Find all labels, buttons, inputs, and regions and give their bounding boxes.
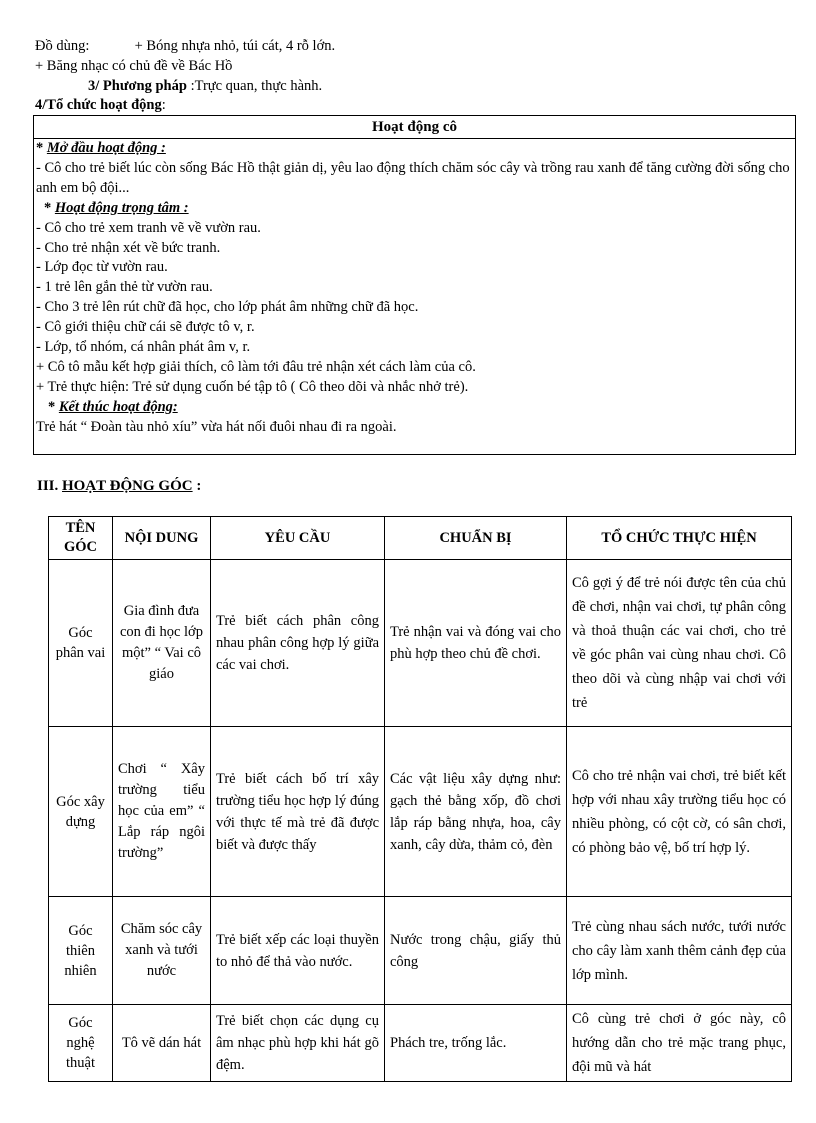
corner-requirement: Trẻ biết cách bố trí xây trường tiểu học hợp lý đúng với thực tế mà trẻ đã được biết và được thấy [211,727,385,897]
header-corner-name: TÊN GÓC [49,517,113,560]
section-3-heading: HOẠT ĐỘNG GÓC [62,478,193,494]
method-value: :Trực quan, thực hành. [190,78,323,94]
section-3-title [37,478,201,495]
section-3-colon: : [196,478,202,494]
table-header-row [49,517,792,560]
header-preparation: CHUẨN BỊ [385,517,567,560]
header-content: NỘI DUNG [113,517,211,560]
table-row [49,1005,792,1082]
main-item: - Lớp, tổ nhóm, cá nhân phát âm v, r. [36,339,251,356]
main-item: - Cô giới thiệu chữ cái sẽ được tô v, r. [36,319,255,336]
materials-line [35,37,335,55]
corner-requirement: Trẻ biết cách phân công nhau phân công hợp lý giữa các vai chơi. [211,560,385,727]
music-line: + Băng nhạc có chủ đề về Bác Hồ [35,58,233,74]
table-row [49,727,792,897]
header-organization: TỔ CHỨC THỰC HIỆN [567,517,792,560]
main-item: - 1 trẻ lên gắn thẻ từ vườn rau. [36,279,213,296]
teacher-activity-body: * Mở đầu hoạt động : - Cô cho trẻ biết lúc còn sống Bác Hồ thật giản dị, yêu lao động thích chăm sóc cây và trồng rau xanh để tăng cường đời sống cho anh em bộ đội... * Hoạt động trọng tâm : - Cô cho trẻ xem tranh vẽ về vườn rau. - Cho trẻ nhận xét về bức tranh. - Lớp đọc từ vườn rau. - 1 trẻ lên gắn thẻ từ vườn rau. - Cho 3 trẻ lên rút chữ đã học, cho lớp phát âm những chữ đã học. - Cô giới thiệu chữ cái sẽ được tô v, r. - Lớp, tổ nhóm, cá nhân phát âm v, r. + Cô tô mẫu kết hợp giải thích, cô làm tới đâu trẻ nhận xét cách làm của cô. + Trẻ thực hiện: Trẻ sử dụng cuốn bé tập tô ( Cô theo dõi và nhắc nhở trẻ). * Kết thúc hoạt động: Trẻ hát “ Đoàn tàu nhỏ xíu” vừa hát nối đuôi nhau đi ra ngoài. [34,139,795,438]
main-item: + Trẻ thực hiện: Trẻ sử dụng cuốn bé tập tô ( Cô theo dõi và nhắc nhở trẻ). [36,378,469,395]
start-text: - Cô cho trẻ biết lúc còn sống Bác Hồ thật giản dị, yêu lao động thích chăm sóc cây và trồng rau xanh để tăng cường đời sống cho anh em bộ đội... [36,159,790,196]
corner-name: Góc thiên nhiên [49,897,113,1005]
corner-preparation: Nước trong chậu, giấy thủ công [385,897,567,1005]
teacher-activity-title: Hoạt động cô [34,116,795,139]
corner-preparation: Các vật liệu xây dựng như: gạch thẻ bằng xốp, đồ chơi lắp ráp bằng nhựa, hoa, cây xanh, cây dừa, thảm cỏ, đèn [385,727,567,897]
corner-requirement: Trẻ biết xếp các loại thuyền to nhỏ để thả vào nước. [211,897,385,1005]
start-heading: Mở đầu hoạt động : [46,140,166,156]
corner-requirement: Trẻ biết chọn các dụng cụ âm nhạc phù hợp khi hát gõ đệm. [211,1005,385,1082]
main-item: - Cho 3 trẻ lên rút chữ đã học, cho lớp phát âm những chữ đã học. [36,299,419,316]
table-row [49,897,792,1005]
table-row [49,560,792,727]
end-heading: Kết thúc hoạt động: [58,398,178,415]
corner-name: Góc phân vai [49,560,113,727]
organization-title-colon: : [161,97,166,113]
main-item: + Cô tô mẫu kết hợp giải thích, cô làm tới đâu trẻ nhận xét cách làm của cô. [36,358,476,375]
corner-preparation: Trẻ nhận vai và đóng vai cho phù hợp theo chủ đề chơi. [385,560,567,727]
materials-label: Đồ dùng: [35,38,90,54]
corner-organization: Cô gợi ý để trẻ nói được tên của chủ đề chơi, nhận vai chơi, tự phân công và thoả thuận các vai chơi, cho trẻ về góc phân vai cùng nhau chơi. Cô theo dõi và cùng nhập vai chơi với trẻ [567,560,792,727]
main-item: - Lớp đọc từ vườn rau. [36,259,168,276]
method-line [88,77,322,95]
section-3-number: III. [37,478,59,494]
main-heading: Hoạt động trọng tâm : [54,199,189,216]
corner-content: Chơi “ Xây trường tiểu học của em” “ Lắp ráp ngôi trường” [113,727,211,897]
organization-title [35,96,166,114]
end-text: Trẻ hát “ Đoàn tàu nhỏ xíu” vừa hát nối đuôi nhau đi ra ngoài. [36,418,397,435]
main-item: - Cho trẻ nhận xét về bức tranh. [36,239,221,256]
corner-content: Chăm sóc cây xanh và tưới nước [113,897,211,1005]
corner-organization: Cô cho trẻ nhận vai chơi, trẻ biết kết hợp với nhau xây trường tiểu học có nhiều phòng, có cột cờ, có sân chơi, có phòng bảo vệ, bố trí hợp lý. [567,727,792,897]
corner-name: Góc xây dựng [49,727,113,897]
method-label: 3/ Phương pháp [88,78,187,94]
corner-name: Góc nghệ thuật [49,1005,113,1082]
materials-value: + Bóng nhựa nhỏ, túi cát, 4 rỗ lớn. [134,38,336,54]
corner-activities-table [48,516,792,1082]
teacher-activity-box [33,115,796,455]
header-requirement: YÊU CẦU [211,517,385,560]
corner-content: Gia đình đưa con đi học lớp một” “ Vai cô giáo [113,560,211,727]
main-item: - Cô cho trẻ xem tranh vẽ về vườn rau. [36,219,261,236]
corner-content: Tô vẽ dán hát [113,1005,211,1082]
corner-organization: Cô cùng trẻ chơi ở góc này, cô hướng dẫn cho trẻ mặc trang phục, đội mũ và hát [567,1005,792,1082]
corner-preparation: Phách tre, trống lắc. [385,1005,567,1082]
organization-title-text: 4/Tổ chức hoạt động [35,97,162,113]
corner-organization: Trẻ cùng nhau sách nước, tưới nước cho cây làm xanh thêm cảnh đẹp của lớp mình. [567,897,792,1005]
